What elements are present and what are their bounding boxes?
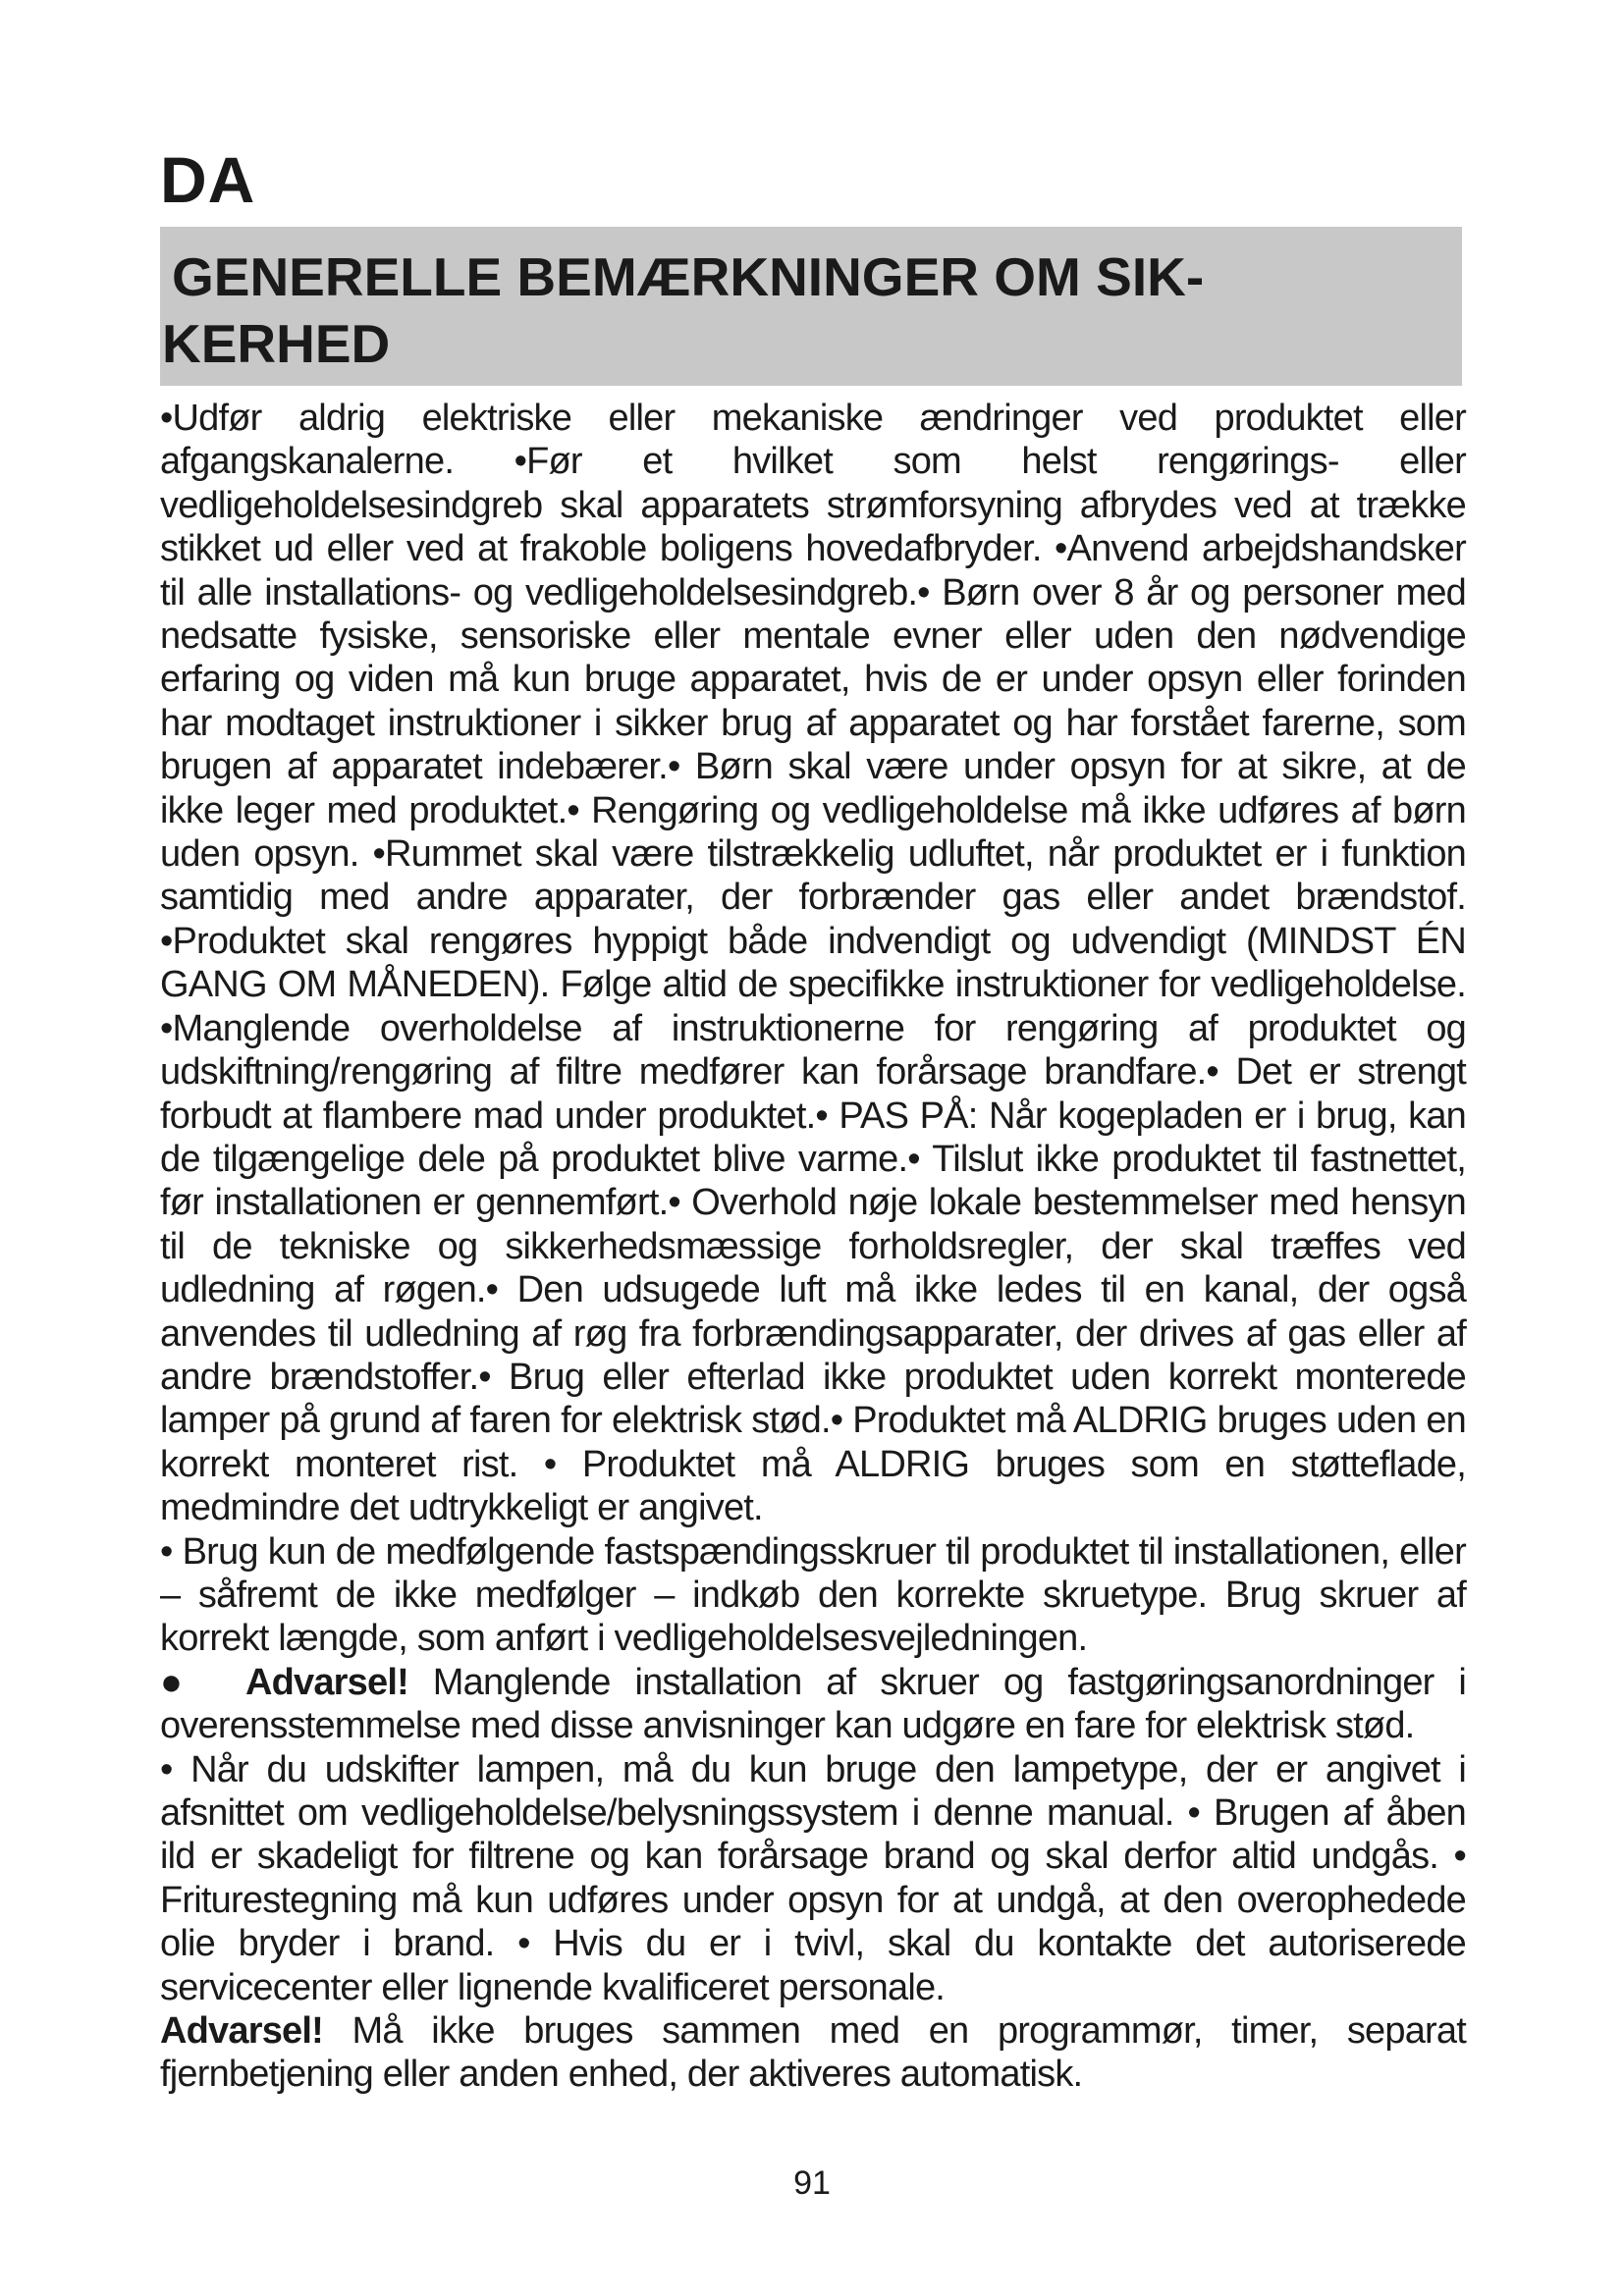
safety-paragraph-3-warning xyxy=(160,1661,1466,1748)
warning-label: Advarsel! xyxy=(244,1661,408,1703)
section-heading xyxy=(162,243,1448,377)
language-code: DA xyxy=(160,143,256,216)
paragraph-text: • Når du udskifter lampen, må du kun bruge den lampetype, der er angivet i afsnittet om vedligeholdelse/belysningssystem i denne manual. • Brugen af åben ild er skadeligt for filtrene og kan forårsage brand og skal derfor altid undgås. • Friturestegning må kun udføres under opsyn for at undgå, at den overophedede olie bryder i brand. • Hvis du er i tvivl, skal du kontakte det autoriserede servicecenter eller lignende kvalificeret personale. xyxy=(160,1748,1466,2008)
bullet-dot-icon: ● xyxy=(160,1661,245,1703)
warning-label: Advarsel! xyxy=(160,2010,323,2053)
safety-paragraph-1 xyxy=(160,397,1466,1530)
paragraph-text: Manglende installation af skruer og fastgøringsanordninger i overensstemmelse med disse anvisninger kan udgøre en fare for elektrisk stød. xyxy=(160,1661,1466,1747)
safety-paragraph-5-warning xyxy=(160,2009,1466,2097)
safety-paragraph-2 xyxy=(160,1530,1466,1661)
paragraph-text: •Udfør aldrig elektriske eller mekaniske ændringer ved produktet eller afgangskanalerne. •Før et hvilket som helst rengørings- eller vedligeholdelsesindgreb skal apparatets strømforsyning afbrydes ved at trække stikket ud eller ved at frakoble boligens hovedafbryder. •Anvend arbejdshandsker til alle installations- og vedligeholdelsesindgreb.• Børn over 8 år og personer med nedsatte fysiske, sensoriske eller mentale evner eller uden den nødvendige erfaring og viden må kun bruge apparatet, hvis de er under opsyn eller forinden har modtaget instruktioner i sikker brug af apparatet og har forstået farerne, som brugen af apparatet indebærer.• Børn skal være under opsyn for at sikre, at de ikke leger med produktet.• Rengøring og vedligeholdelse må ikke udføres af børn uden opsyn. •Rummet skal være tilstrækkelig udluftet, når produktet er i funktion samtidig med andre apparater, der forbrænder gas eller andet brændstof. •Produktet skal rengøres hyppigt både indvendigt og udvendigt (MINDST ÉN GANG OM MÅNEDEN). Følge altid de specifikke instruktioner for vedligeholdelse. •Manglende overholdelse af instruktionerne for rengøring af produktet og udskiftning/rengøring af filtre medfører kan forårsage brandfare.• Det er strengt forbudt at flambere mad under produktet.• PAS PÅ: Når kogepladen er i brug, kan de tilgængelige dele på produktet blive varme.• Tilslut ikke produktet til fastnettet, før installationen er gennemført.• Overhold nøje lokale bestemmelser med hensyn til de tekniske og sikkerhedsmæssige forholdsregler, der skal træffes ved udledning af røgen.• Den udsugede luft må ikke ledes til en kanal, der også anvendes til udledning af røg fra forbrændingsapparater, der drives af gas eller af andre brændstoffer.• Brug eller efterlad ikke produktet uden korrekt monterede lamper på grund af faren for elektrisk stød.• Produktet må ALDRIG bruges uden en korrekt monteret rist. • Produktet må ALDRIG bruges som en støtteflade, medmindre det udtrykkeligt er angivet. xyxy=(160,398,1466,1529)
section-heading-line-2: KERHED xyxy=(162,313,391,374)
paragraph-text: Må ikke bruges sammen med en programmør, timer, separat fjernbetjening eller anden enhed, der aktiveres automatisk. xyxy=(160,2010,1466,2096)
section-heading-line-1: GENERELLE BEMÆRKNINGER OM SIK- xyxy=(172,246,1205,307)
page-number: 91 xyxy=(793,2164,831,2202)
paragraph-text: • Brug kun de medfølgende fastspændingsskruer til produktet til installationen, eller – såfremt de ikke medfølger – indkøb den korrekte skruetype. Brug skruer af korrekt længde, som anført i vedligeholdelsesvejledningen. xyxy=(160,1530,1466,1660)
safety-notes-body xyxy=(160,397,1466,2097)
safety-paragraph-4 xyxy=(160,1748,1466,2009)
